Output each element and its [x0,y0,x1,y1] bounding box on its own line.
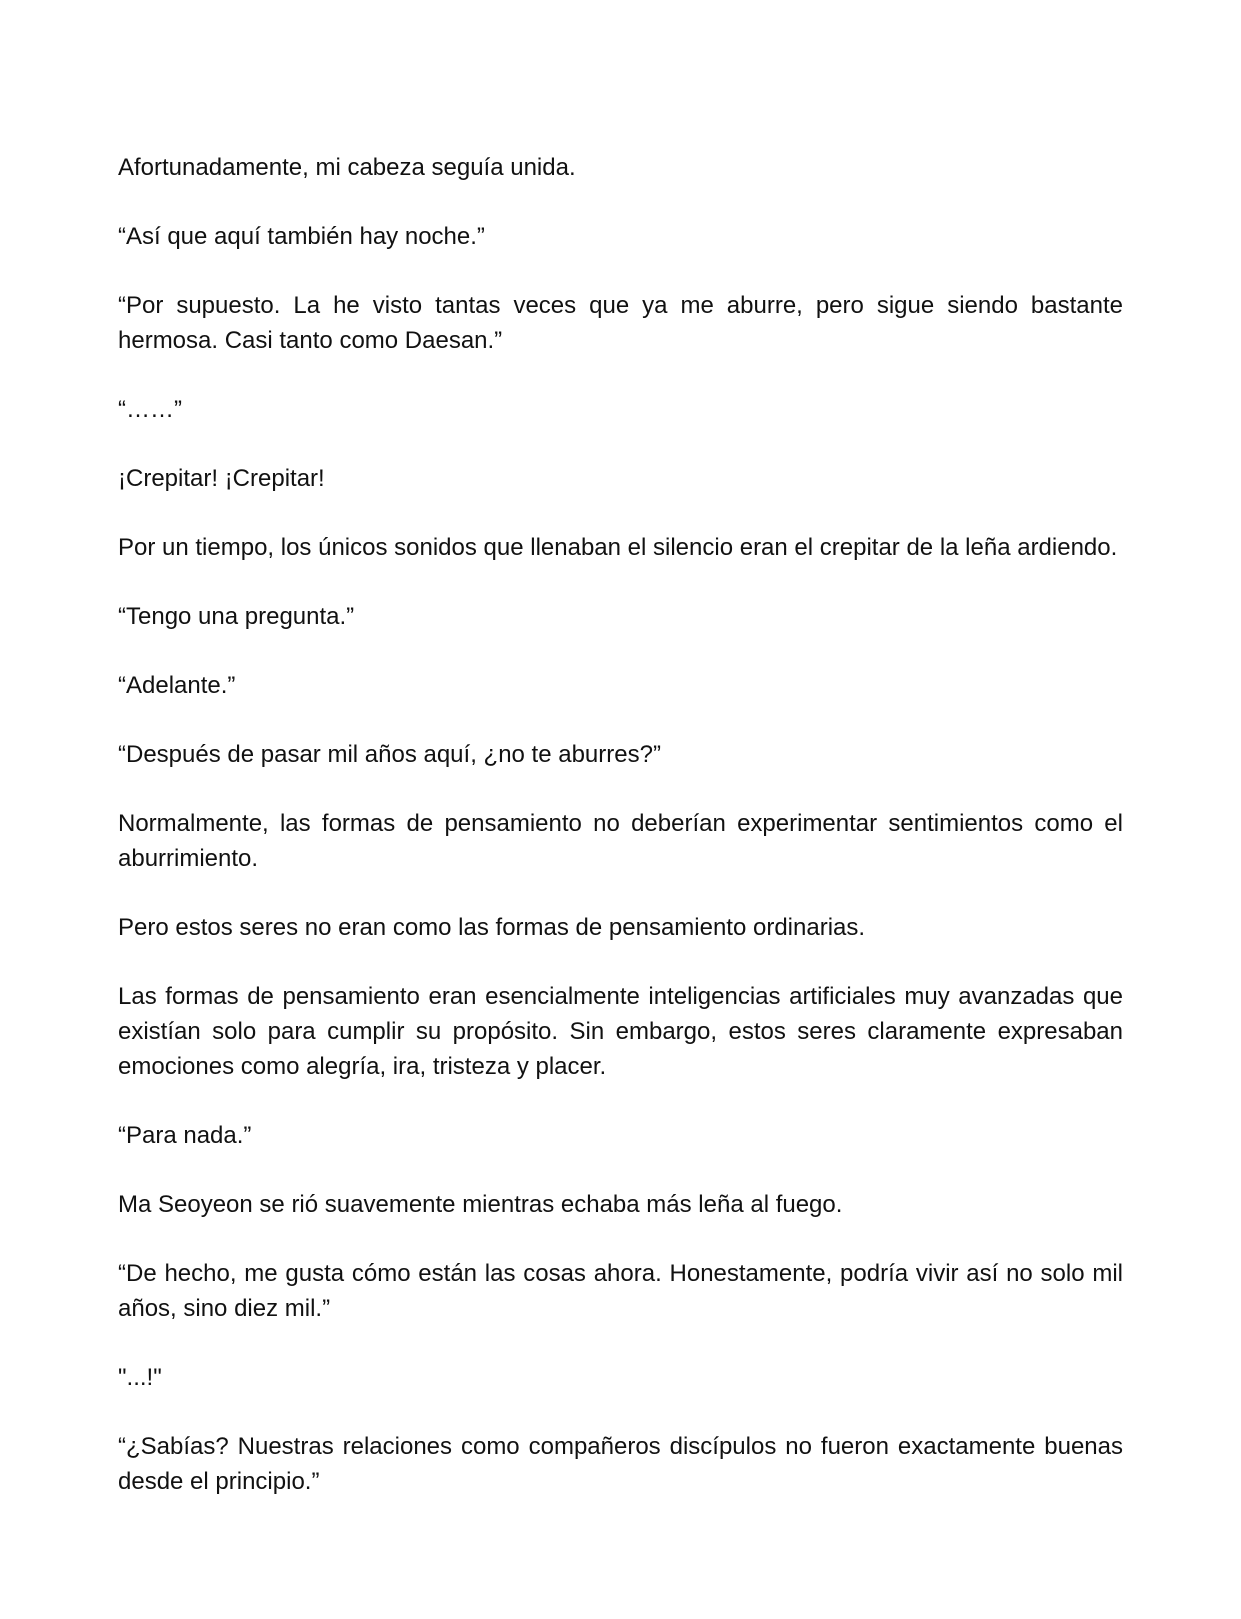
paragraph: “Así que aquí también hay noche.” [118,223,485,250]
paragraph: “De hecho, me gusta cómo están las cosas ahora. Honestamente, podría vivir así no solo mil años, sino diez mil.” [118,1260,1123,1322]
paragraph: Por un tiempo, los únicos sonidos que llenaban el silencio eran el crepitar de la leña ardiendo. [118,534,1118,561]
paragraph: "...!" [118,1364,162,1391]
paragraph: Ma Seoyeon se rió suavemente mientras echaba más leña al fuego. [118,1191,843,1218]
paragraph: “Después de pasar mil años aquí, ¿no te aburres?” [118,741,661,768]
paragraph: Afortunadamente, mi cabeza seguía unida. [118,154,576,181]
paragraph: “Adelante.” [118,672,236,699]
paragraph: Las formas de pensamiento eran esencialmente inteligencias artificiales muy avanzadas que existían solo para cumplir su propósito. Sin embargo, estos seres claramente expresaban emociones como alegría, ira, tristeza y placer. [118,983,1123,1080]
paragraph: ¡Crepitar! ¡Crepitar! [118,465,325,492]
paragraph: “Por supuesto. La he visto tantas veces que ya me aburre, pero sigue siendo bastante hermosa. Casi tanto como Daesan.” [118,292,1123,354]
paragraph: Pero estos seres no eran como las formas de pensamiento ordinarias. [118,914,866,941]
paragraph: “Para nada.” [118,1122,252,1149]
paragraph: “Tengo una pregunta.” [118,603,355,630]
paragraph: “……” [118,396,182,423]
document-page [118,150,1123,1533]
paragraph: “¿Sabías? Nuestras relaciones como compañeros discípulos no fueron exactamente buenas desde el principio.” [118,1433,1123,1495]
paragraph: Normalmente, las formas de pensamiento no deberían experimentar sentimientos como el aburrimiento. [118,810,1123,872]
